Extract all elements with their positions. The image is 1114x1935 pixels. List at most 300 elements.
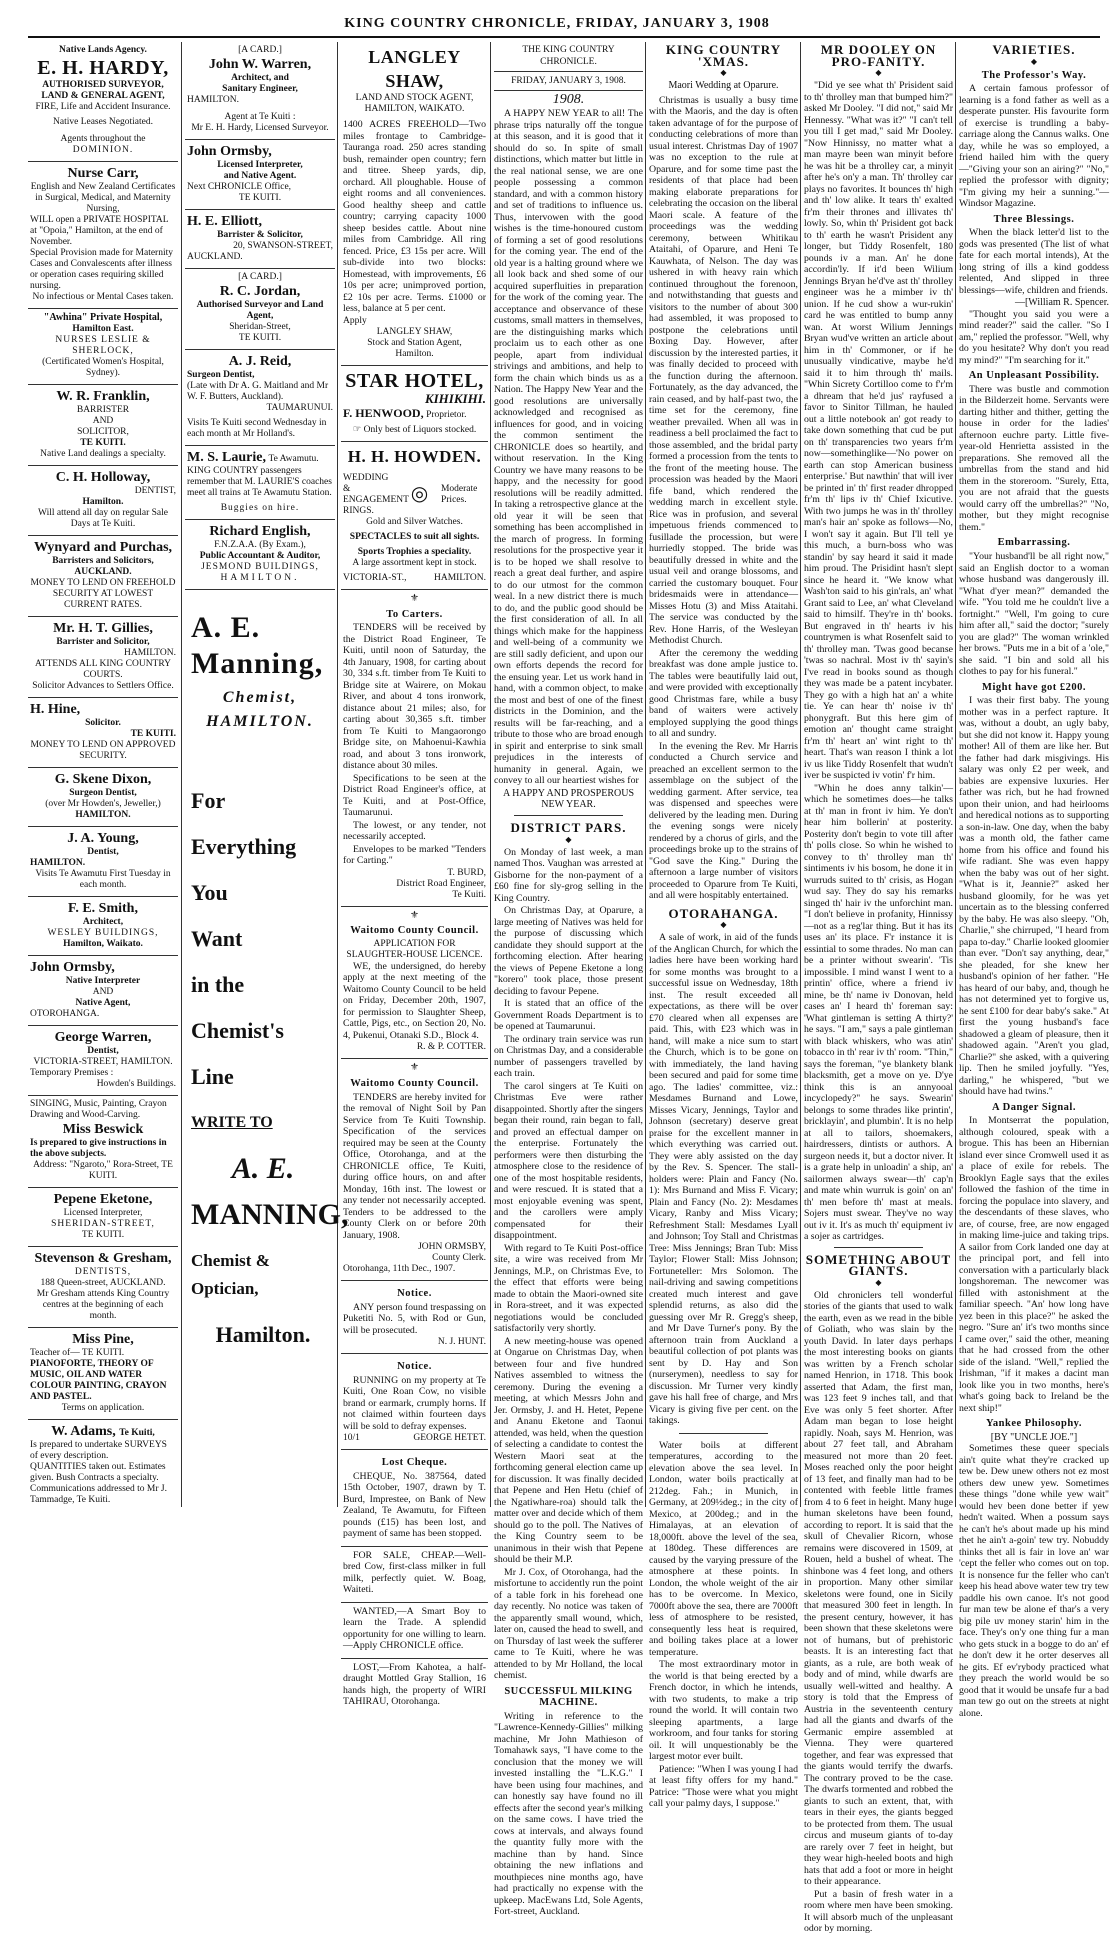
ad-line: DENTIST, (134, 485, 176, 496)
ad-line: Surgeon Dentist, (69, 787, 137, 798)
diamond-ornament: ◆ (565, 834, 572, 844)
ad-line: WILL open a PRIVATE HOSPITAL at "Opoia," Hamilton, at the end of November. (30, 215, 169, 247)
column-2 (185, 42, 349, 1507)
ad-name: Pepene Eketone, (53, 1191, 153, 1207)
ad-jordan (185, 269, 335, 350)
notice-lost-cheque (341, 1450, 488, 1547)
ad-ormsby (28, 956, 178, 1026)
ad-line: MONEY TO LEND ON FREEHOLD SECURITY AT LOWEST CURRENT RATES. (30, 577, 176, 610)
ad-name: W. Adams, (51, 1423, 116, 1439)
notice-title: Notice. (397, 1361, 432, 1373)
ad-line: Is prepared to undertake SURVEYS of every description. (30, 1439, 167, 1461)
ad-name: M. S. Laurie, (187, 450, 266, 465)
section-title: KING COUNTRY 'XMAS. (665, 42, 782, 69)
ad-line: Chemist, (222, 689, 298, 706)
article-paragraph: With regard to Te Kuiti Post-office site, a wire was received from Mr Jennings, M.P., on Christmas Eve, to the effect that efforts were being made to obtain the Maori-owned site in Rora-street, and it was expected negotiations would be concluded satisfactorily very shortly. (494, 1242, 643, 1335)
ad-howden (341, 442, 488, 590)
article-paragraph: Writing in reference to the "Lawrence-Kennedy-Gillies" milking machine, Mr John Mathieson of Tomahawk says, "I have come to the conclusion that the money we will invested installing the "L.K.G." I have been using four machines, and can honestly say have found no ill effects after the second year's milking on the same cows. I have tried the cows at intervals, and always found the quantity fully more with the machine than by hand. Since obtaining the new inflations and mouthpieces nine months ago, have had practically no expense with the upkeep. MacEwans Ltd, Sole Agents, Fort-street, Auckland. (494, 1710, 643, 1918)
story-byline: [BY "UNCLE JOE."] (990, 1431, 1078, 1443)
article-paragraph: On Christmas Day, at Oparure, a large meeting of Natives was held for the purpose of discussing which candidate they should support at the forthcoming election. After hearing the views of Pepene Eketone a long "korero" took place, those present deciding to favour Pepene. (494, 905, 643, 997)
ad-reid (185, 350, 335, 446)
ad-line: VICTORIA-STREET, HAMILTON. (33, 1056, 173, 1067)
ad-name: "Awhina" Private Hospital, (43, 312, 163, 323)
story-body: "Thought you said you were a mind reader?" said the caller. "So I am," replied the professor. "Well, why do you hesitate? Why don't you read my mind?" "I'm searching for it." (959, 308, 1109, 366)
ad-line: Address: "Ngaroto," Rora-Street, TE KUITI. (33, 1159, 173, 1181)
ad-line: English and New Zealand Certificates in Surgical, Medical, and Maternity Nursing, (30, 182, 176, 214)
poster-line: For (191, 788, 226, 814)
ad-line: AUTHORISED SURVEYOR, (42, 80, 164, 90)
ad-line: A large assortment kept in stock. (352, 558, 477, 569)
notice-signature: GEORGE HETET. (413, 1433, 486, 1444)
column-rule (800, 42, 801, 1507)
notice-title: Notice. (397, 1288, 432, 1300)
article-paragraph: The most extraordinary motor in the world is that being erected by a French doctor, in which he intends, with two students, to make a trip round the world. It will contain two sleeping apartments, a large workroom, and four tanks for storing oil. It will unquestionably be the largest motor ever built. (649, 1659, 798, 1763)
ad-name: Nurse Carr, (67, 166, 139, 181)
diamond-ornament: ◆ (720, 920, 727, 930)
ad-line: Public Accountant & Auditor, (199, 551, 321, 561)
notice-waitomo-tenders (341, 1059, 488, 1281)
ad-line: QUANTITIES taken out. Estimates given. Bush Contracts a specialty. Communications addressed to Mr J. Tammadge, Te Kuiti. (30, 1461, 167, 1505)
ad-name: John Ormsby, (30, 959, 115, 975)
ad-line: Teacher of— TE KUITI. (30, 1347, 125, 1358)
notice-body: RUNNING on my property at Te Kuiti, One Roan Cow, no visible brand or earmark, crumply horns. If not claimed within fourteen days will be sold to defray expenses. (343, 1374, 486, 1432)
story-body: When the black letter'd list to the gods was presented (The list of what fate for each mortal intends), At the long string of ills a kind goddess relented, And slipped in three blessings—wife, children and friends. (959, 227, 1109, 296)
column-6 (804, 42, 953, 1935)
ad-holloway (28, 466, 178, 536)
notice-carters (341, 590, 488, 907)
ad-line: Sanitary Engineer, (222, 84, 298, 94)
ad-line: TE KUITI. (238, 193, 282, 203)
ad-line: NURSES LESLIE & SHERLOCK, (55, 334, 151, 356)
ad-dixon (28, 768, 178, 827)
story-title: Three Blessings. (993, 213, 1075, 225)
ad-line: SHERIDAN-STREET, (51, 1218, 155, 1229)
ad-name: R. C. Jordan, (219, 284, 301, 299)
notice-body: Envelopes to be marked "Tenders for Carting." (343, 843, 486, 867)
ad-body: 1400 ACRES FREEHOLD—Two miles frontage to Cambridge-Tauranga road. 250 acres standing bush, remainder open country; fern and titree. Sheep yards, dip, orchard. All ploughable. House of eight rooms and all conveniences. Good healthy sheep and cattle country; carrying capacity 1000 sheep besides cattle. About nine miles from Cambridge. All ring fenced. Price, £3 15s per acre. Will sub-divide into two blocks: Homestead, with improvements, £6 10s per acre; unimproved portion, £2 10s per acre. Terms. £1000 or less, balance at 5 per cent. (343, 119, 486, 314)
ad-line: Hamilton. (82, 496, 124, 507)
ad-line: Terms on application. (61, 1402, 145, 1413)
ad-line: Is prepared to give instructions in the above subjects. (30, 1137, 167, 1159)
ad-line: Mr E. H. Hardy, Licensed Surveyor. (191, 123, 329, 133)
notice-body: ANY person found trespassing on Puketiti No. 5, with Rod or Gun, will be prosecuted. (343, 1301, 486, 1336)
ad-manning (185, 590, 349, 1349)
notice-title: Lost Cheque. (381, 1457, 448, 1469)
ad-line: Sports Trophies a speciality. (357, 547, 472, 558)
ad-stevenson (28, 1247, 178, 1328)
ad-line: Hamilton, Waikato. (63, 938, 143, 949)
crest-icon: ⚜ (410, 1062, 419, 1074)
column-rule (645, 42, 646, 1507)
story-body: A certain famous professor of learning is a fond father as well as a desperate punster. His favourite form of exercise is trundling a baby-carriage along the Cannus walks. One day, while he was so employed, a friend hailed him with the query—"Giving your son an airing?" "No," replied the professor with dignity; "I'm giving my heir a sunning."—Windsor Magazine. (959, 83, 1109, 210)
article-paragraph: It is stated that an office of the Government Roads Department is to be opened at Taumarunui. (494, 998, 643, 1033)
ad-line: OTOROHANGA. (30, 1008, 100, 1019)
section-title: VARIETIES. (992, 42, 1076, 57)
poster-line: Want (191, 926, 243, 952)
notice-body: FOR SALE, CHEAP.—Well-bred Cow, first-class milker in full milk, perfectly quiet. W. Boag, Waitetі. (343, 1549, 486, 1596)
ad-line: Architect, (82, 916, 124, 927)
notice-cow (341, 1354, 488, 1450)
article-paragraph: On Monday of last week, a man named Thos. Vaughan was arrested at Gisborne for the non-payment of a £60 fine for sly-grog selling in the King Country. (494, 846, 643, 904)
notice-for-sale (341, 1547, 488, 1603)
poster-line: WRITE TO (191, 1114, 273, 1132)
story-title: An Unpleasant Possibility. (968, 370, 1100, 382)
notice-wanted (341, 1603, 488, 1659)
ad-line: HAMILTON, WAIKATO. (364, 104, 465, 114)
ad-line: Temporary Premises : (30, 1067, 114, 1078)
ad-line: SPECTACLES to suit all sights. (349, 532, 480, 543)
ad-line: 20, SWANSON-STREET, (233, 241, 333, 251)
ad-warren-george (28, 1026, 178, 1096)
ad-line: HAMILTON. (187, 95, 239, 105)
ad-line: TE KUITI. (81, 1229, 125, 1240)
ad-laurie (185, 446, 335, 520)
ad-line: (Late with Dr A. G. Maitland and Mr W. F. Butters, Auckland). (187, 381, 329, 402)
column-rule (337, 42, 338, 1507)
story-title: Yankee Philosophy. (986, 1418, 1082, 1430)
ad-line: AND (92, 986, 114, 997)
ad-line: and Native Agent. (223, 171, 297, 181)
column-rule (181, 42, 182, 1507)
ad-name: Miss Beswick (62, 1121, 144, 1137)
ad-line: DENTISTS, (74, 1266, 132, 1277)
ad-name: H. Hine, (30, 701, 81, 717)
ad-line: Hamilton East. (72, 323, 134, 334)
ad-young (28, 827, 178, 897)
ad-line: Agents throughout the (60, 134, 146, 144)
ad-line: Solicitor Advances to Settlers Office. (32, 680, 174, 691)
story-title: Embarrassing. (997, 537, 1071, 549)
ad-line: HAMILTON. (124, 647, 176, 658)
notice-body: TENDERS are hereby invited for the removal of Night Soil by Pan Service from Te Kuiti Township. Specification of the services required may be seen at the County Office, Otorohanga, and at the CHRONICLE office, Te Kuiti, during office hours, on and after Monday, 16th inst. The lowest or any tender not necessarily accepted. Tenders to be addressed to the County Clerk on or before 20th January, 1908. (343, 1091, 486, 1241)
ad-awhina (28, 309, 178, 385)
ad-line: (Certificated Women's Hospital, Sydney). (42, 356, 164, 378)
ad-line: LAND AND STOCK AGENT, (355, 93, 474, 103)
ad-name: Miss Pine, (72, 1331, 134, 1347)
ad-carr (28, 162, 178, 309)
notice-signature: T. BURD, (447, 867, 486, 878)
ad-line: HAMILTON. (220, 573, 300, 583)
ad-line: LANGLEY SHAW, (376, 326, 453, 337)
notice-body: CHEQUE, No. 387564, dated 15th October, 1907, drawn by T. Burd, Imprestee, on Bank of New Zealand, Te Awamutu, for Fifteen pounds (£15) has been lost, and payment of same has been stopped. (343, 1470, 486, 1540)
poster-line: in the (191, 972, 245, 998)
ad-warren-john (185, 42, 335, 140)
ad-line: Gold and Silver Watches. (366, 517, 463, 528)
ad-name: Mr. H. T. Gillies, (53, 620, 153, 636)
ad-line: JESMOND BUILDINGS, (201, 562, 319, 572)
ad-line: Surgeon Dentist, (187, 370, 255, 380)
crest-icon: ⚜ (410, 909, 419, 921)
notice-signature: District Road Engineer, (396, 878, 486, 889)
story-body: Sometimes these queer specials ain't quite what they're cracked up tew be. Dew unew others not ez most others dew unew yew. Sometimes these things "done while yew wait" would hev been done better if yew hedn't waited. When a possum says he can't he's about made up his mind thet he ain't a-goin' tew try. Nobuddy thinks thet all is fair in love an' war 'cept the feller who comes out on top. It is nonsence fur the feller who can't keep his head above water tew try tew paddle his own canoe. It's not good fur man tew be alone ef thar's a very big pile uv money starin' him in the face. They's on'y one thing fur a man who gets stuck in a bogge to do an' ef he don't dew it he orter deserves all he gits. Ef ev'rybody practiced what they preach the world would be so good that it would be unsafe fur a bad man tew go out on the streets at night alone. (959, 1443, 1109, 1719)
ad-line: Barrister and Solicitor, (56, 636, 150, 647)
notice-lost (341, 1659, 488, 1714)
ad-line: Barrister & Solicitor, (217, 230, 303, 240)
ad-label: Native Lands Agency. (59, 45, 147, 55)
notice-body: Specifications to be seen at the District Road Engineer's office, at Te Kuiti, and at Post-Office, Taumarunui. (343, 772, 486, 819)
ad-name: George Warren, (54, 1029, 152, 1045)
ad-name: Stevenson & Gresham, (34, 1250, 172, 1266)
ad-line: Buggies on hire. (220, 503, 300, 513)
story-body: "Your husband'll be all right now," said an English doctor to a woman whose husband was dangerously ill. "What d'yer mean?" demanded the wife. "You told me he couldn't live a fortnight." "Well, I'm going to cure him after all," said the doctor; "surely you are glad?" The woman wrinkled her brows. "Puts me in a bit of a 'ole," she said. "I bin and sold all his clothes to pay for his funeral." (959, 551, 1109, 678)
article-paragraph: Old chroniclers tell wonderful stories of the giants that used to walk the earth, even as we read in the bible of Goliath, who was slain by the youth David. In later days perhaps the most interesting books on giants was written by a French scholar named Henrion, in 1718. This book asserted that Adam, the first man, was 123 feet 9 inches tall, and that Eve was only 5 feet shorter. After Adam man began to lose height rapidly. Noah, says M. Henrion, was about 27 feet tall, and Abraham measured not more than 20 feet. Moses reached only the poor height of 13 feet, and finally man had to be contented with feeble little frames from 4 to 6 feet in height. Many huge human skeletons have been found, according to report. It is said that the skull of Chevalier Ricorn, whose remains were discovered in 1509, at Rouen, held a bushel of wheat. The shinbone was 4 feet long, and others in proportion. Many other similar skeletons were found, one in Sicily that measured 300 feet in length. In the present century, however, it has been shown that these skeletons were not of humans, but of prehistoric beasts. It is an interesting fact that giants, as a rule, are both weak of body and of mind, while dwarfs are usually well-witted and healthy. A story is told that the Empress of Austria in the seventeenth century had all the giants and dwarfs of the Germanic empire assembled at Vienna. They were quartered together, and fear was expressed that the giants would terrify the dwarfs. The contrary proved to be the case. The dwarfs tormented and robbed the giants to such an extent, that, with tears in their eyes, the giants begged to be protected from them. The usual circus and museum giants of to-day are rarely over 7 feet in height, but they wear high-heeled boots and high hats that add a foot or more in height to their appearance. (804, 1289, 953, 1888)
notice-signature: N. J. HUNT. (437, 1337, 486, 1348)
ad-line: PIANOFORTE, THEORY OF MUSIC, OIL AND WATER COLOUR PAINTING, CRAYON AND PASTEL. (30, 1358, 167, 1402)
ad-line: Te Awamutu. (268, 454, 319, 464)
paper-nameplate (494, 42, 643, 72)
section-title: DISTRICT PARS. (510, 820, 627, 836)
ad-english (185, 520, 335, 590)
ad-line: Apply (343, 315, 367, 326)
ad-line: HAMILTON. (206, 712, 314, 730)
diamond-ornament: ◆ (875, 68, 882, 78)
ad-line: No infectious or Mental Cases taken. (32, 292, 174, 302)
ad-line: TE KUITI. (238, 333, 282, 343)
ad-line: MONEY TO LEND ON APPROVED SECURITY. (30, 739, 176, 761)
ad-line: Moderate Prices. (440, 484, 478, 506)
story-signature: —[William R. Spencer. (1014, 297, 1109, 309)
ad-line: SOLICITOR, (77, 426, 129, 437)
ad-line: TAUMARUNUI. (266, 403, 333, 413)
section-title: SUCCESSFUL MILKING MACHINE. (504, 1685, 633, 1709)
ad-line: Only best of Liquors stocked. (363, 425, 477, 436)
story-title: The Professor's Way. (981, 69, 1087, 81)
ad-line: Hamilton. (395, 348, 434, 359)
ad-line: Native Interpreter (65, 975, 141, 986)
issue-date: FRIDAY, JANUARY 3, 1908. (511, 76, 626, 87)
article-paragraph: Water boils at different temperatures, according to the elevation above the sea level. In London, water boils practically at 212deg. Fah.; in Munich, in Germany, at 209½deg.; in the city of Mexico, at 200deg.; and in the Himalayas, at an elevation of 18,000ft. above the level of the sea, at 180deg. These differences are caused by the varying pressure of the atmosphere at these points. In London, the whole weight of the air has to be overcome. In Mexico, 7000ft above the sea, there are 7000ft less of atmosphere to be resisted, consequently less heat is required, and boiling takes place at a lower temperature. (649, 1439, 798, 1658)
ad-name: W. R. Franklin, (56, 388, 150, 404)
ad-line: ATTENDS ALL KING COUNTRY COURTS. (34, 658, 172, 680)
ad-line: SINGING, Music, Painting, Crayon Drawing and Wood-Carving. (30, 1098, 167, 1120)
paper-name: THE KING COUNTRY CHRONICLE. (522, 45, 615, 67)
notice-trespass (341, 1281, 488, 1354)
column-rule (490, 42, 491, 1507)
editorial-title: 1908. (552, 91, 585, 107)
column-3 (341, 42, 488, 1708)
ad-line: KING COUNTRY passengers remember that M. LAURIE'S coaches meet all trains at Te Awamutu Station. (187, 466, 332, 498)
section-title: SOMETHING ABOUT GIANTS. (805, 1251, 952, 1279)
ad-tag: [A CARD.] (238, 272, 282, 282)
poster-line: MANNING, (191, 1198, 349, 1232)
ad-line: Dentist, (87, 846, 119, 857)
poster-line: Chemist's (191, 1018, 284, 1044)
notice-title: Waitomo County Council. (350, 925, 479, 937)
ad-wynyard (28, 536, 178, 617)
ad-line: Next CHRONICLE Office, (187, 182, 292, 192)
ad-line: TE KUITI. (130, 728, 176, 739)
editorial-body: A HAPPY NEW YEAR to all! The phrase trips naturally off the tongue at this season, and it is good that it should do so. In spite of small distinctions, which matter but little in the real national sense, we are one people possessing a common standard, and with a common history and set of traditions to influence us. Thus, intervowen with the good wishes is the time-honoured custom of forming a set of good resolutions for the coming year. The end of the old year is a halting ground where we all look back and shed some of our acquired superfluities in preparation for the work of the coming year. The acceptance and observance of these customs, small matters in themselves, are the distinguishing marks which proclaim us to each other as one people, apart from individual strivings and ambitions, and help to form the chain which binds us as a Nation. The Happy New Year and the good resolutions are universally acknowledged and recognised as influences for good, and in voicing the common sentiment the CHRONICLE does so heartily, and without reservation. In the King Country we have many reasons to be happy, and the necessity for good resolutions will be readily admitted. In taking a retrospective glance at the old year it will be seen that something has been accomplished in the march of progress. In forming resolutions for the prospective year it is to be hoped we shall resolve to reach a great deal further, and aspire to do our utmost for the common weal. In a new district there is much to do, and the public good should be the first consideration of all. In all things which make for the happiness and well-being of a community we are still sadly deficient, and upon our own efforts depends the record for the ensuing year. Let us work hand in hand, with a common object, to make the most and best of one of the finest districts in the Dominion, and the results will be far-reaching, and a tribute to those who are broad enough in spirit and enterprise to sink small prejudices in the interests of humanity in general. Again, we convey to all our heartiest wishes for (494, 108, 643, 787)
article-paragraph: The carol singers at Te Kuiti on Christmas Eve were rather disappointed. Shortly after the singers began their round, rain began to fall, and proved an effectual damper on the enterprise. Fortunately the performers were then disturbing the atmosphere close to the residence of one of the most hospitable residents, and were rescued. It is stated that a most enjoyable evening was spent, and the carollers were amply compensated for their disappointment. (494, 1080, 643, 1242)
ad-line: WEDDING & ENGAGEMENT RINGS. (343, 473, 409, 517)
ad-name: F. E. Smith, (68, 900, 138, 916)
ad-line: F.N.Z.A.A. (By Exam.), (214, 540, 306, 550)
ad-star-hotel (341, 366, 488, 443)
ad-line: Solicitor. (85, 717, 121, 728)
notice-subtitle: APPLICATION FOR SLAUGHTER-HOUSE LICENCE. (346, 938, 483, 960)
notice-title: Waitomo County Council. (350, 1078, 479, 1090)
ad-name: John Ormsby, (187, 144, 272, 159)
ad-line: Native Land dealings a specialty. (40, 448, 166, 459)
ad-hardy (28, 42, 178, 162)
ad-eketone (28, 1188, 178, 1247)
ad-line: Sheridan-Street, (229, 322, 291, 332)
ad-gillies (28, 617, 178, 698)
article-paragraph: "Whin he does anny talkin'—which he sometimes does—he talks at th' man in front iv him. Ye don't hear him bollerin' at posterity. Posterity don't begin to vote till after th' polls close. So whin he wished to convey to th' throlley man th' sintiments iv his bosom, he done it in wurruds suited to th' crisis, as Hogan wud say. They do say his remarks singed th' hair iv the unforchint man. "I don't believe in profanity, Hinnissy—not as a reg'lar thing. But it has its uses an' its place. F'r instance it is essintial to some thrades. No man can be a printer without swearin'. 'Tis impossible. I mind wanst I went to a printin' office, where a friend iv mine, be th' name iv Donovan, held cases an' I heard th' foreman say: 'What gintleman is setting A thirty?' he says. "I am," says a pale gintleman with black whiskers, who was atin' tobacco in th' rear iv th' room. "Thin," says the foreman, "ye blankety blank blacksmith, get a move on ye. D'ye think this is an annyooal incyclopedy?" he says. Swearin' belongs to some thrades like printin', bricklayin', and plumbin'. It is no help at all to tailors, shoemakers, hairdressers, dintists or authors. A surgeon needs it, but a doctor niver. It is a grate help in unloadin' a ship, an' sailormen always swear—th' cap'n and mate whin wurruk is goin' on an' th' men before th' mast at meals. Sojers must swear. They've no way out iv it. It's as much th' equipment iv a sojer as cartridges. (804, 782, 953, 1243)
notice-date: 10/1 (343, 1433, 360, 1444)
ad-line: Will attend all day on regular Sale Days at Te Kuiti. (38, 507, 168, 529)
editorial-closing: A HAPPY AND PROSPEROUS NEW YEAR. (502, 787, 635, 811)
divider (494, 90, 643, 91)
ad-name: H. E. Elliott, (187, 214, 263, 229)
ad-name: A. E. Manning, (191, 611, 324, 680)
ad-line: Architect, and (231, 73, 289, 83)
ad-name: Wynyard and Purchas, (33, 539, 173, 555)
ad-line: Native Leases Negotiated. (53, 117, 153, 127)
column-7 (959, 42, 1110, 1719)
poster-line: Line (191, 1064, 234, 1090)
ad-line: 188 Queen-street, AUCKLAND. (40, 1277, 166, 1288)
ad-name: LANGLEY SHAW, (368, 47, 461, 91)
ad-line: Licensed Interpreter, (217, 160, 303, 170)
ad-name: G. Skene Dixon, (54, 771, 152, 787)
story-title: A Danger Signal. (992, 1101, 1076, 1113)
notice-title: To Carters. (386, 608, 443, 620)
section-title: MR DOOLEY ON PRO-FANITY. (820, 42, 937, 69)
notice-date: Otorohanga, 11th Dec., 1907. (343, 1264, 456, 1275)
masthead (0, 0, 1114, 42)
poster-line: Everything (191, 834, 297, 860)
article-paragraph: Put a basin of fresh water in a room where men have been smoking. It will absorb much of the unpleasant odor by morning. (804, 1888, 953, 1935)
ad-line: TE KUITI. (80, 437, 126, 448)
ad-line: LAND & GENERAL AGENT, (41, 91, 165, 101)
article-paragraph: A new meeting-house was opened at Ongarue on Christmas Day, when between four and five hundred Natives assembled to witness the ceremony. During the evening a meeting, at which Messrs John and Jer. Ormsby, J. and H. Hetet, Pepene and Ananu Eketone and Taonui attended, was held, when the question of selecting a candidate to contest the Western Maori seat at the forthcoming general election came up for discussion. It was finally decided that Pepene and Hen Hetu (chief of the Ngatiwhare-roa) should talk the matter over and decide which of them should go to the poll. The Natives of the King Country seem to be unanimous in their wish that Pepene should be their M.P. (494, 1335, 643, 1566)
article-paragraph: "Did ye see what th' Prisident said to th' throlley man that bumped him?" asked Mr Dooley. "I did not," said Mr Hennessy. "What was it?" "I can't tell you till I get mad," said Mr Dooley. "Now Hinnissy, no matter what a man mayre been wan minyit before he was hit be a throlley car, a minyit after he's on'y a man. Th' throlley car plays no favorites. It bounces th' high and th' low alike. It tears th' exalted fr'm their thrones and illivates th' lowly. So, whin th' Prisident got back to th' earth he wasn't Prisident any longer, but Tiddy Rosenfelt, 180 pounds iv a man. An' he done accordin'ly. If it'd been Wilium Jennings Bryan he'd've ast th' throlley engineer was he a mimber iv th' union. If he cud show a wur-rukin' card he was entitled to bump anny wan. At worst Wilium Jennings Bryan wud've written an article about him in th' Commoner, or if he unusually vindicative, maybe he'd said it to him through th' mails. "Whin Sicrety Cortilloo come to f'r'm a dhream that he'd jus' rayfused a favor to Sinitor Tillman, he hauled out a little notebook an' got ready to take down something that cud be put on th' transparencies two years fr'm now—somethinglike—'No power on earth can stop American business enterprise.' But nawthin' that will iver be printed in' th' first reader dhropped fr'm th' lips iv th' Chief Ixicutive. With two jumps he was in th' throlley man's hair an' spoke as follows—No, I won't say it again. But I'll tell ye this much, a burn-boss who was standin' by say heard it said it made him proud. The Prisidint hasn't slept since he heard it. "We know what Wash'ton said to his gin'rals, an' what Grant said to Lee, an' what Cleveland said to himsilf. They're in th' books. But engraved in th' hearts iv his countrymen is what Rosenfelt said to th' throlley man. 'Twas good becanse 'twas so nachral. Most iv th' sayin's I've read in books sound as though they was made be a patent incybater. They go with a high hat an' a white tie. Ye can hear th' noise iv th' phonygraft. But this here gim of emotion an' thought came straight fr'm th' heart an' wint right to th' heart. That's wan reason I think a lot iv us like Tiddy Rosenfelt that wudn't iver be suspicted iv votin' f'r him. (804, 80, 953, 782)
ad-line: Special Provision made for Maternity Cases and Convalescents after illness or operation cases requiring skilled nursing. (30, 248, 173, 291)
notice-body: TENDERS will be received by the District Road Engineer, Te Kuiti, until noon of Saturday, the 4th January, 1908, for carting about 30, 334 s.ft. timber from Te Kuiti to Bridge site at Wairere, on Mokau River, and about 4 tons ironwork, distance about 21 miles; also, for carting about 30,365 s.ft. timber from Te Kuiti to Mangaorongo Bridge site, on Mahoenui-Kawhia road, and about 3 tons ironwork, distance about 30 miles. (343, 622, 486, 772)
ad-line: AUCKLAND. (74, 566, 132, 577)
ad-line: Barristers and Solicitors, (52, 555, 154, 566)
diamond-ornament: ◆ (875, 1277, 882, 1287)
notice-signature: County Clerk. (432, 1253, 486, 1264)
story-body: There was bustle and commotion in the Bilderzeit home. Servants were darting hither and thither, getting the house in order for the ladies' afternoon euchre party. Little five-year-old Henrietta assisted in the preparations. She removed all the umbrellas from the stand and hid them in the storeroom. "Surely, Etta, you are not afraid that the guests would carry off the umbrellas?" "No, mother, but they might recognise them." (959, 383, 1109, 533)
section-title: OTORAHANGA. (668, 905, 779, 921)
ad-tag: [A CARD.] (238, 45, 282, 55)
story-body: In Montserrat the population, although coloured, speak with a brogue. This has been an Hibernian island ever since Cromwell used it as a place of exile for rebels. The Brooklyn Eagle says that the exiles followed the fashion of the time in forcing the populace into slavery, and the descendants of these slaves, who are, of course, free, are now engaged in making lime-juice and taking trips. A sailor from Cork landed one day at the principal port, and fell into conversation with a particularly black longshoreman. The newcomer was filled with astonishment at the familiar speech. "An' how long have yez been in this place?" he asked the negro. "Sure an' it's two months since I came over," said the other, meaning that he had crossed from the other side of the island. "Well," replied the Irishman, "if it makes a dacint man look like you in two months, here's what's going back to Ireland be the next ship!" (959, 1115, 1109, 1414)
ad-line: AND (92, 415, 114, 426)
poster-line: A. E. (231, 1152, 295, 1186)
masthead-rule (28, 36, 1100, 38)
column-4 (494, 42, 643, 1918)
divider (679, 1433, 768, 1434)
notice-body: WANTED,—A Smart Boy to learn the Trade. A splendid opportunity for one willing to learn.—Apply CHRONICLE office. (343, 1605, 486, 1652)
ad-line: WESLEY BUILDINGS, (47, 927, 159, 938)
ad-line: BARRISTER (76, 404, 130, 415)
notice-signature: Te Kuiti. (452, 889, 486, 900)
ad-line: Proprietor. (426, 410, 467, 421)
ad-name: C. H. Holloway, (55, 469, 151, 485)
ad-line: HAMILTON. (75, 809, 131, 820)
ad-line: Stock and Station Agent, (367, 337, 462, 348)
ad-line: Licensed Interpreter, (63, 1207, 143, 1218)
ad-beswick (28, 1096, 178, 1188)
ad-line: DOMINION. (72, 145, 134, 155)
masthead-title: KING COUNTRY CHRONICLE, FRIDAY, JANUARY 3, 1908 (344, 16, 770, 31)
ad-langley-shaw (341, 42, 488, 366)
ad-line: VICTORIA-ST., (343, 573, 407, 584)
pointing-hand-icon: ☞ (352, 425, 364, 436)
poster-line: Chemist & Optician, (191, 1251, 270, 1299)
article-paragraph: Mr J. Cox, of Otorohanga, had the misfortune to accidently run the point of a table fork in his forehead one day recently. No notice was taken of the apparently small wound, which, later on, caused the head to swell, and on Thursday of last week the sufferer came to Te Kuiti, where he was attended to by Mr Holland, the local chemist. (494, 1566, 643, 1682)
notice-waitomo-licence (341, 907, 488, 1060)
ad-line: Authorised Surveyor and Land Agent, (196, 300, 324, 321)
ad-line: F. HENWOOD, (343, 406, 424, 421)
ad-franklin (28, 385, 178, 466)
crest-icon: ⚜ (410, 593, 419, 605)
article-paragraph: Christmas is usually a busy time with the Maoris, and the day is often taken advantage of for the purpose of conducting celebrations of more than usual interest. Christmas Day of 1907 was no exception to the rule at Oparure, and for some time past the residents of that place had been making elaborate preparations for celebrating the occasion on the liberal Maori scale. A feature of the proceedings was the wedding ceremony, between Whitikau Ataitahi, of Oparure, and Heni Te Kauwhata, of Nelson. The day was ushered in with heavy rain which continued throughout the forenoon, and notwithstanding that guests and visitors to the number of about 300 had assembled, it was proposed to postpone the celebrations until Boxing Day. However, after discussion by the interested parties, it was finally decided to proceed with the function during the afternoon. Fortunately, as the day advanced, the rain ceased, and by half-past two, the time set for the ceremony, fine weather prevailed. When all was in readiness a bell proclaimed the fact to those assembled, and the bridal party formed a procession from the tents to the front of the meeting house. The procession was headed by the Maori fife band, which rendered the wedding march in excellent style. Rice was in profusion, and several impetuous friends commenced to fusillade the procession, but were hurriedly stopped. The bride was beautifully dressed in white and the usual veil and orange blossoms, and carried the customary bouquet. Four bridesmaids were in attendance— Misses Hotu (3) and Miss Ataitahi. The service was conducted by the Rev. Hone Harris, of the Wesleyan Methodist Church. (649, 94, 798, 647)
ad-name: E. H. HARDY, (37, 57, 169, 79)
ad-name: STAR HOTEL, (345, 369, 484, 392)
article-paragraph: Patience: "When I was young I had at least fifty offers for my hand." Patrice: "Those were what you might call your palmy days, I suppose." (649, 1763, 798, 1810)
ad-line: FIRE, Life and Accident Insurance. (35, 102, 171, 112)
column-rule (955, 42, 956, 1507)
ring-icon: ◎ (410, 483, 429, 506)
ad-name: H. H. HOWDEN. (347, 447, 482, 467)
column-5 (649, 42, 798, 1810)
ad-elliott (185, 210, 335, 269)
ad-line: AUCKLAND. (187, 252, 243, 262)
ad-line: Visits Te Kuiti second Wednesday in each month at Mr Holland's. (187, 418, 327, 439)
notice-body: LOST,—From Kahotea, a half-draught Mottled Gray Stallion, 16 hands high, the property of WIRI TAHIRAU, Otorohanga. (343, 1661, 486, 1708)
poster-line: Hamilton. (215, 1322, 311, 1348)
article-paragraph: In the evening the Rev. Mr Harris conducted a Church service and preached an excellent sermon to the assemblage on the subject of the wedding garment. After service, tea was dispensed and speeches were delivered by the leading men. During the evening songs were nicely rendered by a chorus of girls, and the proceedings broke up to the strains of "God save the King." During the afternoon a large number of visitors proceeded to Oparure from Te Kuiti, and all were hospitably entertained. (649, 740, 798, 902)
diamond-ornament: ◆ (720, 68, 727, 78)
article-paragraph: The ordinary train service was run on Christmas Day, and a considerable number of passengers travelled by each train. (494, 1033, 643, 1080)
divider (514, 815, 623, 816)
ad-line: HAMILTON. (434, 573, 486, 584)
ad-line: Howden's Buildings. (96, 1078, 176, 1089)
article-paragraph: A sale of work, in aid of the funds of the Anglican Church, for which the ladies here have been working hard for some months was brought to a successful issue on Wednesday, 18th inst. The result exceeded all expectations, as there will be over £70 cleared when all expenses are paid. This, with £23 which was in hand, will make a nice sum to start the Church, which is to be gone on with immediately, the land having been secured and paid for some time ago. The ladies' committee, viz.: Mesdames Burnand and Lowe, Misses Vicary, Jennings, Taylor and Johnson (secretary) deserve great praise for the excellent manner in which everything was carried out. They were ably assisted on the day by the Rev. S. Spencer. The stall-holders were: Plain and Fancy (No. 1): Mrs Burnand and Miss F. Vicary; Plain and Fancy (No. 2): Mesdames Vicary, Ranby and Miss Vicary; Refreshment Stall: Mesdames Lyall and Johnson; Toy Stall and Christmas Tree: Miss Jennings; Bran Tub: Miss Taylor; Flower Stall: Miss Johnson; Fortuneteller: Mrs Solomon. The nail-driving and sawing competitions created much interest and gave splendid returns, as also did the guessing over Mr R. Gregg's sheep, and Mr Dave Turner's pony. By the afternoon train from Auckland a beautiful collection of pot plants was sent by D. Hay and Son (nurserymen), needless to say for discussion. Mr Turner very kindly gave his hall free of charge, and Mrs Vicary is giving five per cent. on the takings. (649, 932, 798, 1427)
column-1 (28, 42, 178, 1507)
ad-line: KIHIKIHI. (424, 390, 486, 406)
ad-hine (28, 698, 178, 768)
ad-line: Native Agent, (75, 997, 131, 1008)
divider (834, 1247, 923, 1248)
ad-line: Mr Gresham attends King Country centres at the beginning of each month. (36, 1288, 170, 1321)
ad-line: Te Kuiti, (119, 1427, 155, 1438)
story-body: I was their first baby. The young mother was in a perfect rapture. It was, without a doubt, an ugly baby, but she did not know it. Happy young mother! All of them are like her. But the father had dark misgivings. His salary was only £2 per week, and babies are expensive luxuries. Her father was rich, but he had frowned upon their union, and had heirlooms and heredical notions as to supporting a son-in-law. One day, when the baby was a month old, the father came home from his office and found his wife radiant. She was even happy when the baby was out of her sight. "What is it, Jeannie?" asked her husband gloomily, for he was yet uncertain as to the blessing conferred by the baby. He was also sleepy. "Oh, Charlie," she chirruped, "I heard from papa to-day." Charlie looked gloomier than ever. "Don't say anything, dear," she pleaded, for she knew her husband's opinion of her father. "He has heard of our baby, and, though he has not determined yet to forgive us, he sent £100 for dear baby's sake." At first the young husband's face shadowed a gleam of pleasure, then it shadowed again. "Aren't you glad, Charlie?" she asked, with a quivering lip. Then he smiled joyfully. "Yes, darling," he whispered, "but we should have had twins." (959, 695, 1110, 1098)
ad-line: (over Mr Howden's, Jeweller,) (45, 798, 161, 809)
ad-ormsby-2 (185, 140, 335, 210)
ad-line: Agent at Te Kuiti : (224, 112, 296, 122)
notice-signature: JOHN ORMSBY, (418, 1242, 486, 1253)
diamond-ornament: ◆ (1030, 56, 1038, 66)
ad-name: John W. Warren, (208, 57, 312, 72)
ad-name: A. J. Reid, (228, 354, 292, 369)
ad-adams (28, 1420, 178, 1511)
notice-body: The lowest, or any tender, not necessarily accepted. (343, 819, 486, 843)
notice-body: WE, the undersigned, do hereby apply at the next meeting of the Waitomo County Council to be held on Friday, December 20th, 1907, for permission to Slaughter Sheep, Cattle, Pigs, etc., on Section 20, No. 4, Pukenui, Otanaki S.D., Block 4. (343, 960, 486, 1041)
ad-name: Richard English, (209, 524, 311, 539)
poster-line: You (191, 880, 228, 906)
ad-smith (28, 897, 178, 956)
ad-line: Visits Te Awamutu First Tuesday in each month. (35, 868, 171, 890)
ad-line: Dentist, (87, 1045, 119, 1056)
ad-line: HAMILTON. (30, 857, 86, 868)
notice-signature: R. & P. COTTER. (416, 1042, 486, 1053)
story-title: Might have got £200. (982, 681, 1086, 693)
ad-pine (28, 1328, 178, 1420)
